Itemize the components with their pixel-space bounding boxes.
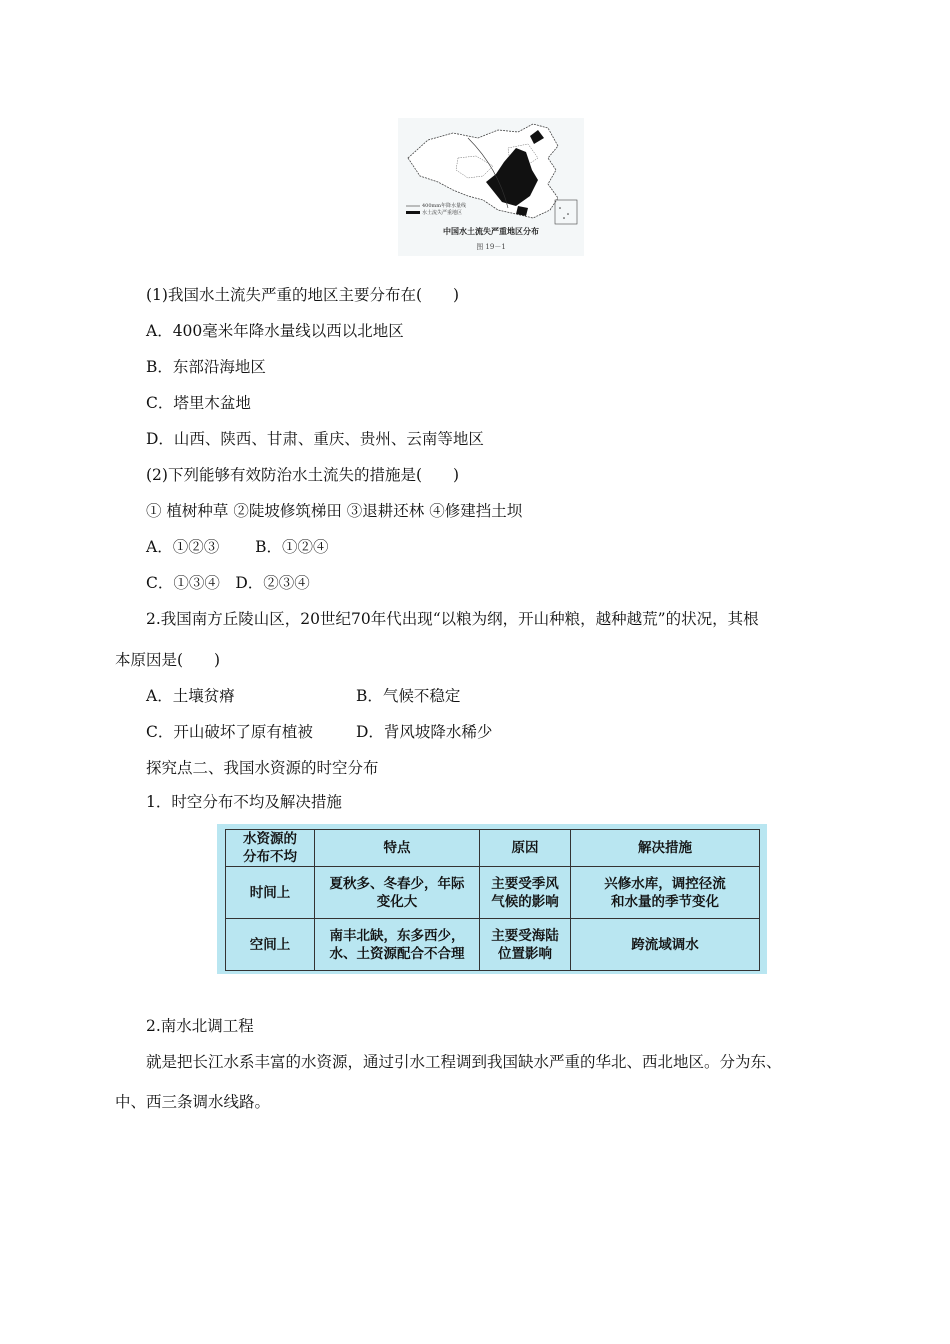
question-2-stem-line-1: 2.我国南方丘陵山区，20世纪70年代出现“以粮为纲，开山种粮，越种越荒”的状况，其根 [146, 610, 759, 628]
table-header-row [226, 830, 760, 867]
water-distribution-table [225, 829, 760, 971]
question-1-1-option-a: A．400毫米年降水量线以西以北地区 [146, 322, 404, 340]
table-cell: 夏秋多、冬春少，年际 变化大 [315, 867, 480, 919]
table-header-cell: 特点 [315, 830, 480, 867]
table-cell: 南丰北缺，东多西少， 水、土资源配合不合理 [315, 919, 480, 971]
question-1-2-stem: (2)下列能够有效防治水土流失的措施是( ) [146, 466, 460, 484]
table-row [226, 919, 760, 971]
question-1-2-options-cd: C．①③④ D．②③④ [146, 574, 310, 592]
legend-erosion-area: 水土流失严重地区 [422, 210, 463, 216]
table-cell: 空间上 [226, 919, 315, 971]
section-2-subheading: 1．时空分布不均及解决措施 [146, 793, 342, 811]
south-north-paragraph-line-1: 就是把长江水系丰富的水资源，通过引水工程调到我国缺水严重的华北、西北地区。分为东、 [146, 1053, 782, 1071]
table-cell: 时间上 [226, 867, 315, 919]
table-row [226, 867, 760, 919]
table-header-cell: 原因 [480, 830, 571, 867]
table-header-cell: 水资源的 分布不均 [226, 830, 315, 867]
soil-erosion-map-figure [398, 118, 584, 256]
question-1-1-option-d: D．山西、陕西、甘肃、重庆、贵州、云南等地区 [146, 430, 484, 448]
water-distribution-table-panel [217, 824, 767, 974]
table-cell: 跨流域调水 [571, 919, 760, 971]
question-1-2-options-ab: A．①②③ B．①②④ [146, 538, 329, 556]
question-1-1-option-c: C．塔里木盆地 [146, 394, 251, 412]
question-1-1-option-b: B．东部沿海地区 [146, 358, 266, 376]
question-2-option-d: D．背风坡降水稀少 [356, 723, 493, 741]
table-cell: 兴修水库，调控径流 和水量的季节变化 [571, 867, 760, 919]
question-2-stem-line-2: 本原因是( ) [115, 651, 221, 669]
table-cell: 主要受季风 气候的影响 [480, 867, 571, 919]
figure-title: 中国水土流失严重地区分布 [443, 226, 539, 236]
question-1-2-measures: ① 植树种草 ②陡坡修筑梯田 ③退耕还林 ④修建挡土坝 [146, 502, 523, 520]
section-2-heading: 探究点二、我国水资源的时空分布 [146, 759, 379, 777]
question-1-1-stem: (1)我国水土流失严重的地区主要分布在( ) [146, 286, 460, 304]
question-2-option-b: B．气候不稳定 [356, 687, 461, 705]
question-2-option-c: C．开山破坏了原有植被 [146, 723, 313, 741]
figure-number: 图 19－1 [476, 243, 506, 251]
question-2-option-a: A．土壤贫瘠 [146, 687, 235, 705]
table-cell: 主要受海陆 位置影响 [480, 919, 571, 971]
table-header-cell: 解决措施 [571, 830, 760, 867]
legend-precipitation-line: 400mm年降水量线 [422, 203, 467, 209]
south-north-paragraph-line-2: 中、西三条调水线路。 [115, 1093, 271, 1111]
south-north-heading: 2.南水北调工程 [146, 1017, 254, 1035]
